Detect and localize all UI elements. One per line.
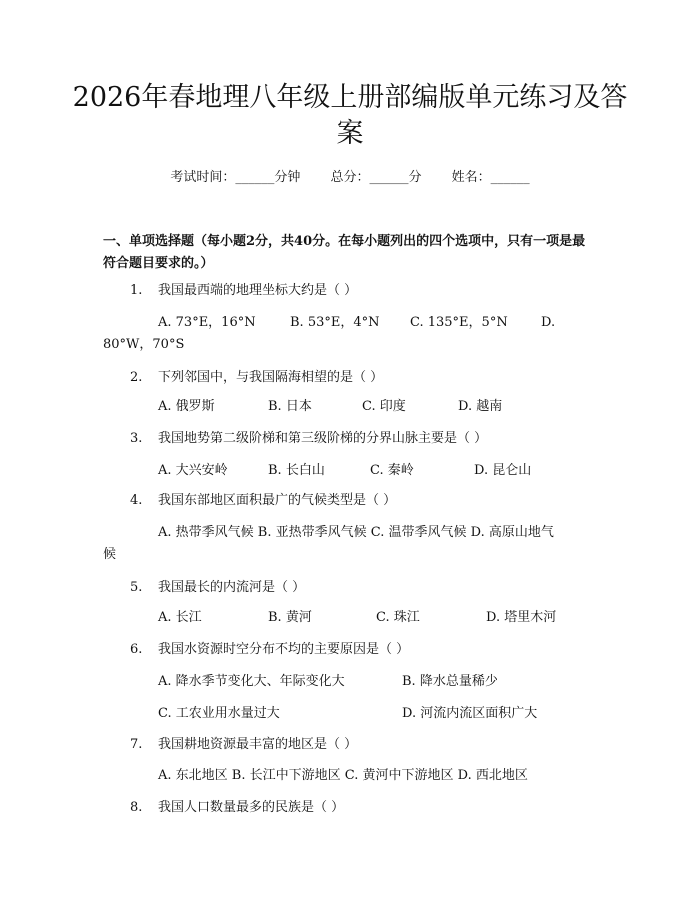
option-c: C. 135°E，5°N [410,315,508,330]
section-heading: 一、单项选择题（每小题2分，共40分。在每小题列出的四个选项中，只有一项是最符合题目要求的。） [103,234,586,271]
exam-time-field: 考试时间：______分钟 [170,170,301,185]
exam-info-line [0,169,700,187]
question-stem: 我国最长的内流河是（ ） [158,580,306,595]
option-c: C. 珠江 [376,610,420,625]
option-b: B. 黄河 [268,610,312,625]
option-c: C. 工农业用水量过大 [158,706,280,721]
option-a: A. 大兴安岭 [158,463,228,478]
option-a: A. 长江 [158,610,202,625]
options-line: A. 热带季风气候 B. 亚热带季风气候 C. 温带季风气候 D. 高原山地气 [158,525,554,540]
total-score-field: 总分：______分 [330,170,422,185]
question-stem: 我国东部地区面积最广的气候类型是（ ） [158,493,397,508]
option-d-continued: 80°W，70°S [103,337,185,352]
option-a: A. 73°E，16°N [158,315,256,330]
options-line-continued: 候 [103,547,117,562]
question-stem: 我国人口数量最多的民族是（ ） [158,800,345,815]
option-b: B. 53°E，4°N [290,315,380,330]
question-number: 4. [130,493,143,508]
option-d: D. [541,315,556,330]
option-b: B. 降水总量稀少 [402,674,498,689]
question-number: 5. [130,580,143,595]
question-number: 8. [130,800,143,815]
option-b: B. 长白山 [268,463,325,478]
question-number: 1. [130,283,143,298]
option-d: D. 河流内流区面积广大 [402,706,538,721]
option-d: D. 塔里木河 [486,610,557,625]
question-number: 6. [130,642,143,657]
options-line: A. 东北地区 B. 长江中下游地区 C. 黄河中下游地区 D. 西北地区 [158,768,528,783]
option-c: C. 秦岭 [370,463,414,478]
question-stem: 我国耕地资源最丰富的地区是（ ） [158,737,358,752]
question-number: 2. [130,370,143,385]
question-stem: 我国最西端的地理坐标大约是（ ） [158,283,358,298]
question-stem: 我国水资源时空分布不均的主要原因是（ ） [158,642,410,657]
question-stem: 我国地势第二级阶梯和第三级阶梯的分界山脉主要是（ ） [158,431,488,446]
document-title: 2026年春地理八年级上册部编版单元练习及答案 [72,82,628,149]
option-b: B. 日本 [268,399,312,414]
question-stem: 下列邻国中，与我国隔海相望的是（ ） [158,370,384,385]
option-c: C. 印度 [362,399,406,414]
student-name-field: 姓名：______ [451,170,530,185]
option-a: A. 俄罗斯 [158,399,215,414]
question-number: 3. [130,431,143,446]
option-d: D. 昆仑山 [474,463,532,478]
option-a: A. 降水季节变化大、年际变化大 [158,674,345,689]
question-number: 7. [130,737,143,752]
option-d: D. 越南 [458,399,503,414]
